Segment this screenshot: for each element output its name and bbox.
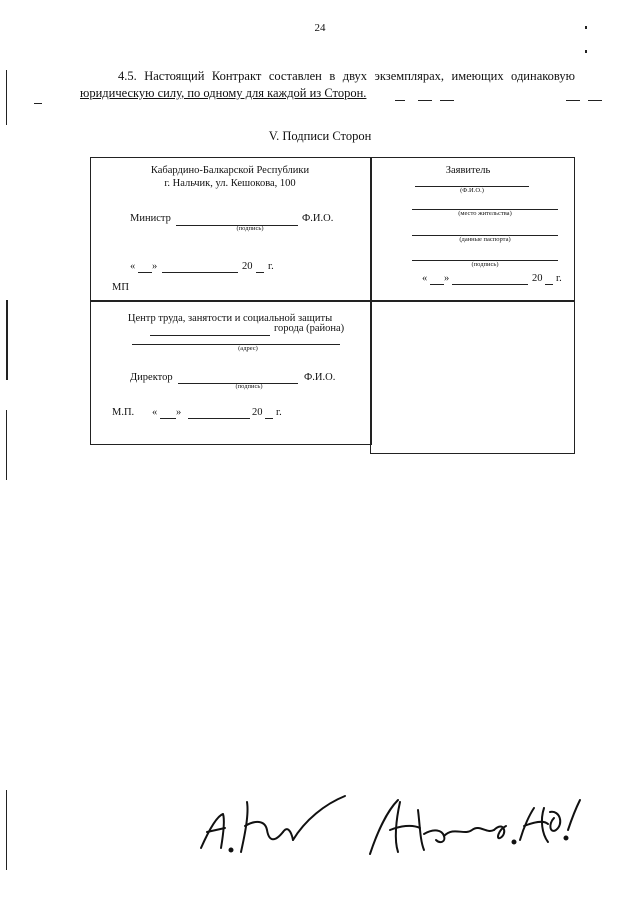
center-seal-label: М.П. (112, 407, 135, 418)
center-date-month-line[interactable] (188, 418, 250, 419)
center-city-suffix: города (района) (274, 323, 345, 334)
cell-right-top (370, 157, 575, 302)
scan-mark-left-edge (6, 70, 7, 125)
date-month-line[interactable] (162, 272, 238, 273)
scan-mark-dot (585, 50, 587, 53)
trailing-underline (34, 103, 42, 104)
trailing-underline (440, 100, 454, 101)
section-title: V. Подписи Сторон (268, 129, 372, 143)
handwritten-signature-2 (368, 790, 583, 870)
trailing-underline (395, 100, 405, 101)
page-number: 24 (314, 22, 326, 34)
center-date-open-quote: « (152, 407, 158, 418)
date-close-quote: » (152, 261, 158, 272)
scan-mark-dot (585, 26, 587, 29)
minister-fio: Ф.И.О. (302, 213, 334, 224)
applicant-title: Заявитель (445, 165, 491, 176)
applicant-date-month-line[interactable] (452, 284, 528, 285)
date-year-suffix: г. (268, 261, 274, 272)
director-fio: Ф.И.О. (304, 372, 336, 383)
trailing-underline (418, 100, 432, 101)
trailing-underline (566, 100, 580, 101)
applicant-date-close-quote: » (444, 273, 450, 284)
applicant-passport-caption: (данные паспорта) (459, 236, 511, 243)
cell-right-bottom (370, 300, 575, 454)
center-date-day-line[interactable] (160, 418, 176, 419)
center-date-close-quote: » (176, 407, 182, 418)
minister-label: Министр (130, 213, 171, 224)
date-day-line[interactable] (138, 272, 152, 273)
director-label: Директор (130, 372, 173, 383)
director-sign-caption: (подпись) (235, 383, 263, 390)
handwritten-signature-1 (195, 790, 355, 865)
date-year-prefix: 20 (242, 261, 253, 272)
applicant-date-year-line[interactable] (545, 284, 553, 285)
clause-line-1: 4.5. Настоящий Контракт составлен в двух экземплярах, имеющих одинаковую (118, 69, 575, 83)
center-name-line-1: Центр труда, занятости и социальной защиты (127, 313, 333, 324)
applicant-fio-caption: (Ф.И.О.) (460, 187, 484, 194)
applicant-date-year-prefix: 20 (532, 273, 543, 284)
org-name-line-1: Кабардино-Балкарской Республики (150, 165, 310, 176)
center-address-caption: (адрес) (238, 345, 258, 352)
center-date-year-suffix: г. (276, 407, 282, 418)
trailing-underline (588, 100, 602, 101)
date-year-line[interactable] (256, 272, 264, 273)
applicant-date-day-line[interactable] (430, 284, 444, 285)
scan-mark-left-edge (6, 300, 8, 380)
center-date-year-line[interactable] (265, 418, 273, 419)
clause-line-2: юридическую силу, по одному для каждой из Сторон. (80, 86, 367, 100)
center-city-line[interactable] (150, 335, 270, 336)
scan-mark-left-edge (6, 790, 7, 870)
signature-table (90, 157, 574, 453)
seal-label: МП (112, 282, 129, 293)
minister-sign-caption: (подпись) (236, 225, 264, 232)
date-open-quote: « (130, 261, 136, 272)
applicant-sign-caption: (подпись) (471, 261, 499, 268)
center-date-year-prefix: 20 (252, 407, 263, 418)
scan-mark-left-edge (6, 410, 7, 480)
org-address: г. Нальчик, ул. Кешокова, 100 (164, 178, 296, 189)
cell-left-bottom-baseline (90, 444, 370, 445)
applicant-date-open-quote: « (422, 273, 428, 284)
applicant-residence-caption: (место жительства) (458, 210, 512, 217)
applicant-date-year-suffix: г. (556, 273, 562, 284)
clause-4-5 (80, 68, 575, 102)
